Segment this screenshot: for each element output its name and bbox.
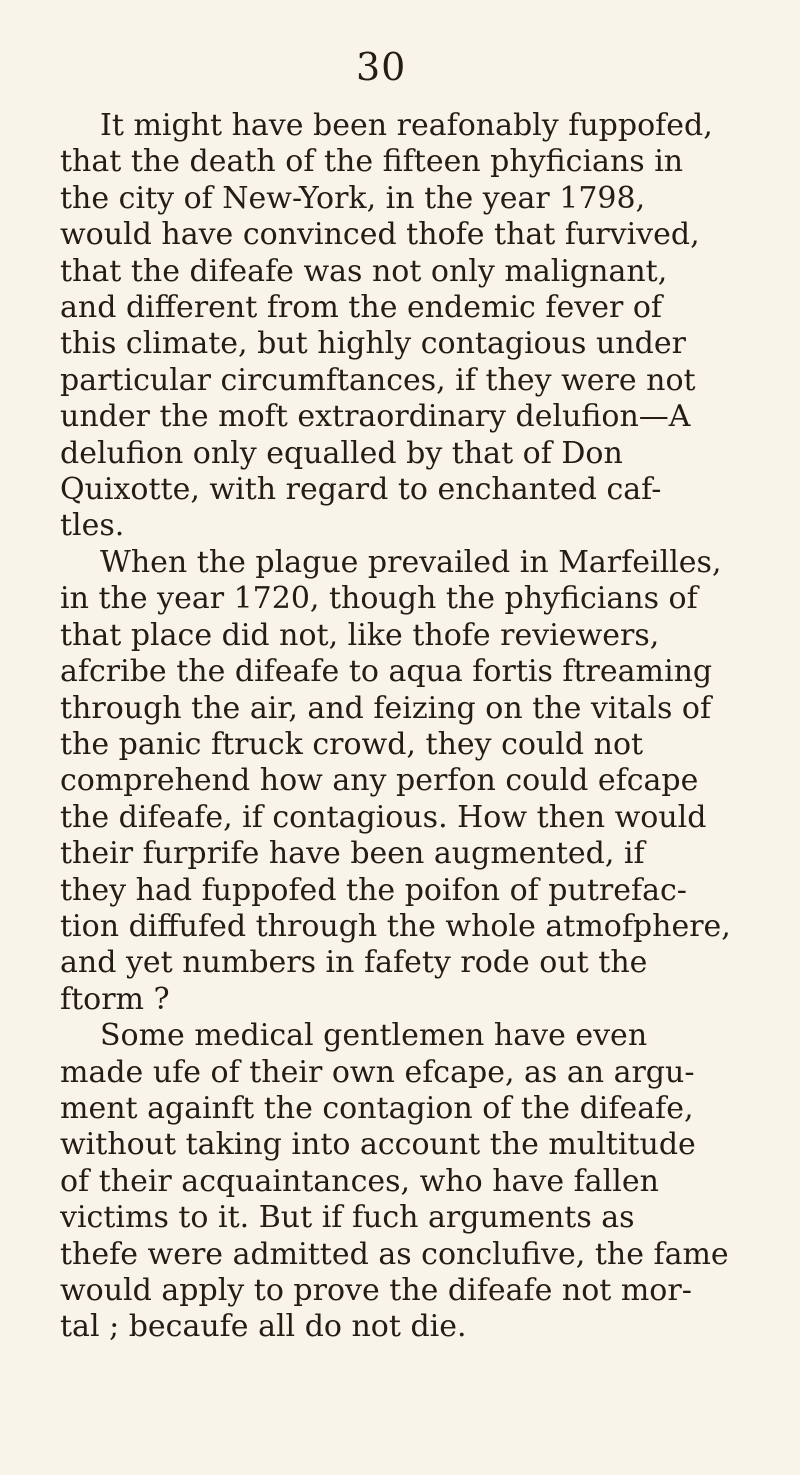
text-line: particular circumftances, if they were not — [60, 362, 696, 398]
text-line: under the moft extraordinary delufion—A — [60, 399, 691, 435]
text-line: of their acquaintances, who have fallen — [60, 1163, 659, 1199]
text-line: ftorm ? — [60, 981, 170, 1017]
text-line: made ufe of their own efcape, as an argu- — [60, 1054, 695, 1090]
body-text — [60, 108, 750, 1346]
text-line: comprehend how any perfon could efcape — [60, 763, 699, 799]
text-line: Some medical gentlemen have even — [100, 1018, 648, 1054]
text-line: would have convinced thofe that furvived, — [60, 217, 700, 253]
paragraph-3 — [60, 1018, 750, 1346]
text-line: this climate, but highly contagious under — [60, 326, 686, 362]
text-line: in the year 1720, though the phyficians of — [60, 581, 698, 617]
text-line: the panic ftruck crowd, they could not — [60, 726, 644, 762]
text-line: ment againft the contagion of the difeafe, — [60, 1090, 694, 1126]
text-line: that the difeafe was not only malignant, — [60, 253, 668, 289]
text-line: that place did not, like thofe reviewers, — [60, 617, 660, 653]
text-line: victims to it. But if fuch arguments as — [60, 1200, 635, 1236]
text-line: their furprife have been augmented, if — [60, 836, 645, 872]
text-line: thefe were admitted as conclufive, the fame — [60, 1236, 729, 1272]
text-line: tal ; becaufe all do not die. — [60, 1309, 467, 1345]
text-line: tion diffufed through the whole atmofphere, — [60, 908, 731, 944]
text-line: It might have been reafonably fuppofed, — [100, 108, 713, 143]
text-line: the difeafe, if contagious. How then would — [60, 799, 707, 835]
text-line: When the plague prevailed in Marfeilles, — [100, 544, 722, 580]
text-line: would apply to prove the difeafe not mor- — [60, 1273, 692, 1308]
text-line: tles. — [60, 508, 125, 544]
page-number: 30 — [356, 45, 407, 89]
paragraph-1 — [60, 108, 750, 545]
text-line: that the death of the fifteen phyficians in — [60, 144, 684, 180]
text-line: through the air, and feizing on the vitals of — [60, 690, 712, 726]
text-line: Quixotte, with regard to enchanted caf- — [60, 472, 662, 508]
text-line: and different from the endemic fever of — [60, 290, 662, 326]
text-line: delufion only equalled by that of Don — [60, 435, 623, 471]
text-line: the city of New-York, in the year 1798, — [60, 180, 646, 216]
text-line: and yet numbers in fafety rode out the — [60, 945, 648, 981]
paragraph-2 — [60, 545, 750, 1018]
text-line: without taking into account the multitude — [60, 1127, 696, 1163]
text-line: they had fuppofed the poifon of putrefac- — [60, 872, 687, 908]
text-line: afcribe the difeafe to aqua fortis ftreaming — [60, 654, 713, 690]
